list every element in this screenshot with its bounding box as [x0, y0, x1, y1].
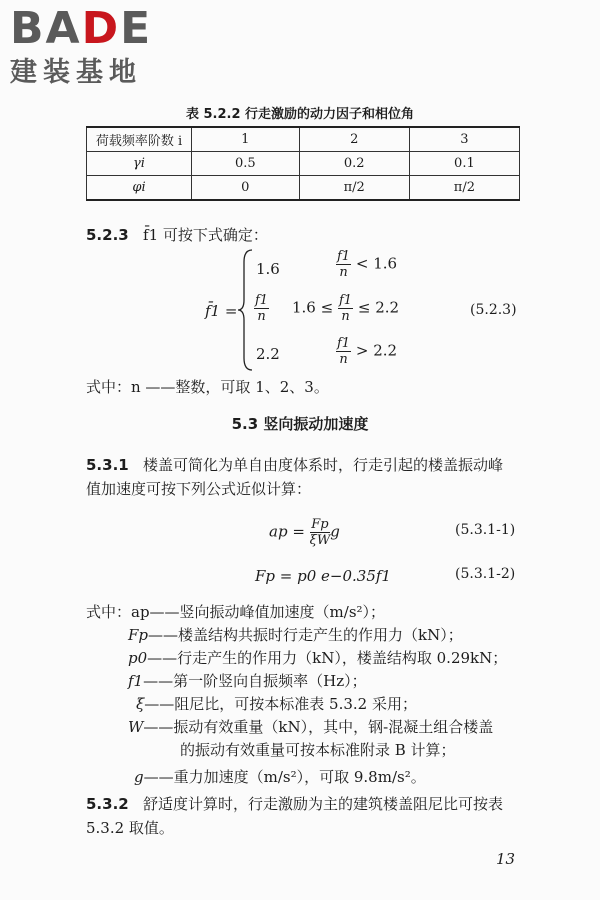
definition-row: 的振动有效重量可按本标准附录 B 计算；	[180, 741, 456, 759]
definition-row: Fp——楼盖结构共振时行走产生的作用力（kN）；	[128, 626, 463, 644]
table-header-cell: 3	[409, 127, 519, 152]
case-condition: 1.6 ≤ $\frac{f1}{n}$ ≤ 2.2	[292, 293, 400, 324]
section-title: 5.3 竖向振动加速度	[231, 415, 369, 433]
table-cell: 0	[192, 176, 300, 201]
table-title: 表 5.2.2 行走激励的动力因子和相位角	[185, 107, 415, 122]
definition-row: ξ——阻尼比，可按本标准表 5.3.2 采用；	[136, 695, 417, 713]
case-condition: $\frac{f1}{n}$ < 1.6	[337, 249, 398, 280]
table-header-cell: 2	[299, 127, 409, 152]
table-row	[87, 152, 520, 176]
table-cell: 0.2	[299, 152, 409, 176]
clause-number: 5.2.3	[86, 226, 129, 244]
table-header-cell: 1	[192, 127, 300, 152]
definition-row: 式中：ap——竖向振动峰值加速度（m/s²）；	[86, 603, 386, 621]
clause-5-3-1-line1: 5.3.1 楼盖可简化为单自由度体系时，行走引起的楼盖振动峰	[86, 456, 504, 474]
case-value: 2.2	[256, 345, 280, 363]
fraction: $\frac{Fp}{\xi W}$	[309, 517, 331, 548]
clause-5-3-2-line1: 5.3.2 舒适度计算时，行走激励为主的建筑楼盖阻尼比可按表	[86, 795, 504, 813]
clause-5-3-2-line2: 5.3.2 取值。	[86, 819, 174, 837]
dynamic-factor-table	[86, 126, 520, 201]
logo-wordmark: BADE	[10, 3, 153, 54]
equation-2: Fp = p0 e−0.35f1	[255, 567, 391, 585]
table-cell: π/2	[409, 176, 519, 201]
definition-row: g——重力加速度（m/s²），可取 9.8m/s²。	[134, 768, 426, 786]
definition-row: W——振动有效重量（kN），其中，钢-混凝土组合楼盖	[128, 718, 494, 736]
table-cell: π/2	[299, 176, 409, 201]
definition-row: p0——行走产生的作用力（kN），楼盖结构取 0.29kN；	[128, 649, 508, 667]
table-row-label: γi	[87, 152, 192, 176]
equation-number: (5.3.1-2)	[455, 566, 516, 582]
case-value: 1.6	[256, 260, 280, 278]
table-cell: 0.5	[192, 152, 300, 176]
fraction: $\frac{f1}{n}$	[255, 293, 269, 324]
table-header-cell: 荷载频率阶数 i	[87, 127, 192, 152]
logo-subtitle: 建装基地	[10, 57, 142, 88]
equation-number: (5.3.1-1)	[455, 522, 516, 538]
left-brace	[236, 248, 256, 372]
table-row	[87, 176, 520, 201]
clause-5-3-1-line2: 值加速度可按下列公式近似计算：	[86, 480, 312, 498]
fraction: $\frac{f1}{n}$	[337, 249, 351, 280]
bade-logo	[10, 4, 152, 90]
where-clause: 式中：n ——整数，可取 1、2、3。	[86, 378, 329, 396]
fraction: $\frac{f1}{n}$	[337, 336, 351, 367]
equation-number: (5.2.3)	[470, 302, 517, 318]
clause-number: 5.3.2	[86, 795, 129, 813]
clause-number: 5.3.1	[86, 456, 129, 474]
definition-row: f1——第一阶竖向自振频率（Hz）；	[128, 672, 367, 690]
table-cell: 0.1	[409, 152, 519, 176]
page-number: 13	[496, 850, 516, 868]
clause-text: f̄1 可按下式确定：	[143, 226, 268, 244]
case-condition: $\frac{f1}{n}$ > 2.2	[337, 336, 398, 367]
case-value	[254, 293, 269, 324]
formula-lhs: f̄1 =	[205, 302, 238, 320]
equation-1: ap = $\frac{Fp}{\xi W}$ g	[269, 517, 340, 548]
table-header-row	[87, 127, 520, 152]
table-row-label: φi	[87, 176, 192, 201]
fraction: $\frac{f1}{n}$	[338, 293, 353, 324]
clause-5-2-3	[86, 224, 268, 246]
